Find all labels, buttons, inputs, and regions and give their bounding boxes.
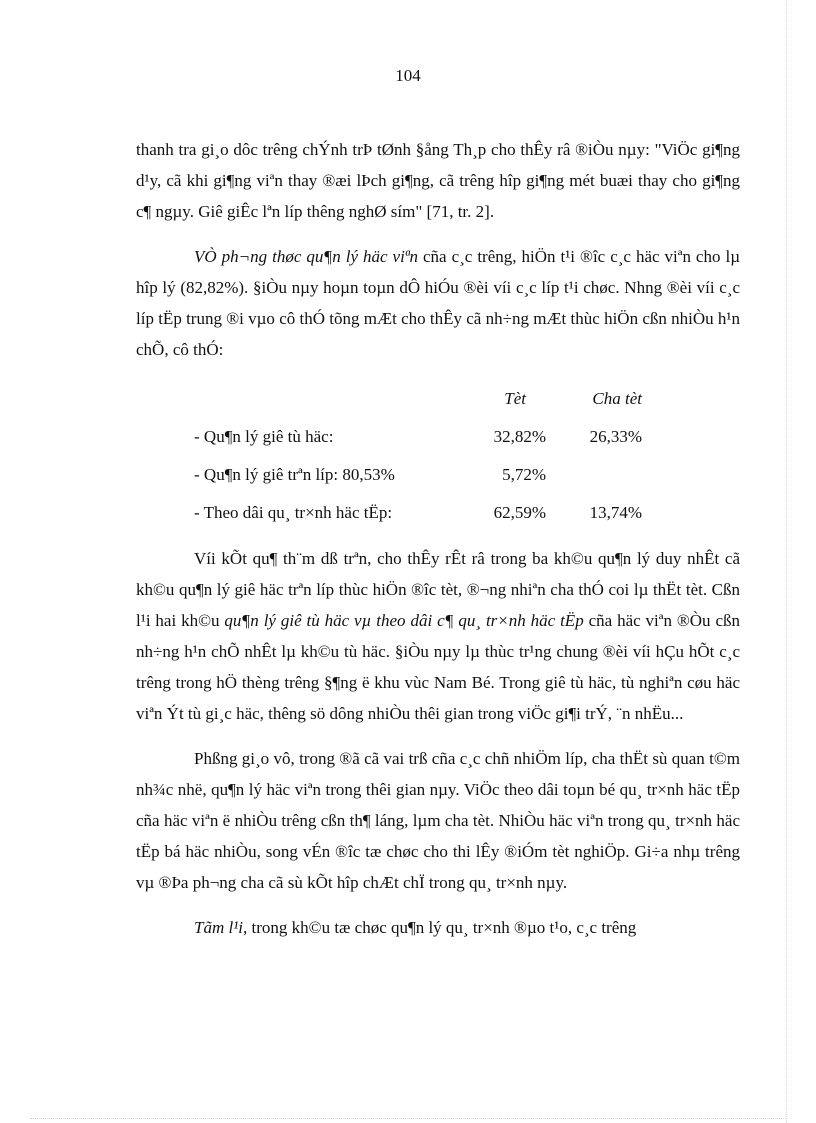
stats-table bbox=[136, 379, 740, 531]
paragraph-5 bbox=[136, 912, 740, 943]
stats-good: 62,59% bbox=[493, 502, 546, 522]
stats-good: 32,82% bbox=[493, 426, 546, 446]
stats-row bbox=[136, 417, 740, 455]
page-bottom-guide bbox=[30, 1118, 786, 1119]
page-margin-guide bbox=[786, 0, 787, 1123]
paragraph-1: thanh tra gi¸o dôc trêng chÝnh trÞ tØnh §ång Th¸p cho thÊy râ ®iÒu nµy: "ViÖc gi¶ng d¹y, cã khi gi¶ng viªn thay ®æi lÞch gi¶ng, cã trêng hîp gi¶ng mét buæi thay cho gi¶ng c¶ ngµy. Giê giÊc lªn líp thêng nghØ sím" [71, tr. 2]. bbox=[136, 140, 740, 221]
stats-header-good: Tèt bbox=[504, 388, 526, 408]
stats-good: 5,72% bbox=[502, 464, 546, 484]
paragraph-3-part1: Víi kÕt qu¶ th¨m dß trªn, cho thÊy rÊt râ trong ba kh©u qu¶n lý duy nhÊt cã kh©u qu¶n lý giê häc trªn líp thùc hiÖn ®îc tèt, ®¬ng nhiªn cha thÓ coi lµ thËt tèt. Cßn l¹i hai kh©u bbox=[136, 549, 740, 630]
stats-row bbox=[136, 493, 740, 531]
stats-not-good: 26,33% bbox=[589, 426, 642, 446]
body-text bbox=[136, 134, 740, 957]
paragraph-5-text: trong kh©u tæ chøc qu¶n lý qu¸ tr×nh ®µo t¹o, c¸c trêng bbox=[247, 918, 637, 937]
stats-header-not-good: Cha tèt bbox=[592, 388, 642, 408]
paragraph-2 bbox=[136, 241, 740, 365]
stats-label: - Qu¶n lý giê tù häc: bbox=[194, 426, 334, 446]
paragraph-3 bbox=[136, 543, 740, 729]
page-number: 104 bbox=[395, 66, 421, 85]
stats-label: - Qu¶n lý giê trªn líp: 80,53% bbox=[194, 464, 395, 484]
stats-label: - Theo dâi qu¸ tr×nh häc tËp: bbox=[194, 502, 393, 522]
paragraph-2-text: cña c¸c trêng, hiÖn t¹i ®îc c¸c häc viªn cho lµ hîp lý (82,82%). §iÒu nµy hoµn toµn dÔ hiÓu ®èi víi c¸c líp t¹i chøc. Nhng ®èi víi c¸c líp tËp trung ®i vµo cô thÓ tõng mÆt cho thÊy cã nh÷ng mÆt thùc hiÖn cßn nhiÒu h¹n chÕ, cô thÓ: bbox=[136, 247, 740, 359]
stats-header-row bbox=[136, 379, 740, 417]
stats-row bbox=[136, 455, 740, 493]
paragraph-3-italic: qu¶n lý giê tù häc vµ theo dâi c¶ qu¸ tr×nh häc tËp bbox=[224, 611, 584, 630]
paragraph-4: Phßng gi¸o vô, trong ®ã cã vai trß cña c¸c chñ nhiÖm líp, cha thËt sù quan t©m nh¾c nhë, qu¶n lý häc viªn trong thêi gian nµy. ViÖc theo dâi toµn bé qu¸ tr×nh häc tËp cña häc viªn ë nhiÒu trêng cßn th¶ láng, lµm cha tèt. NhiÒu häc viªn trong qu¸ tr×nh häc tËp bá häc nhiÒu, song vÉn ®îc tæ chøc cho thi lÊy ®iÓm tèt nghiÖp. Gi÷a nhµ trêng vµ ®Þa ph¬ng cha cã sù kÕt hîp chÆt chÏ trong qu¸ tr×nh nµy. bbox=[136, 749, 740, 892]
paragraph-3-part2: cña häc viªn ®Òu cßn nh÷ng h¹n chÕ nhÊt lµ kh©u tù häc. §iÒu nµy lµ thùc tr¹ng chung ®èi víi hÇu hÕt c¸c trêng trong hÖ thèng trêng §¶ng ë khu vùc Nam Bé. Trong giê tù häc, tù nghiªn cøu häc viªn Ýt tù gi¸c häc, thêng sö dông nhiÒu thêi gian trong viÖc gi¶i trÝ, ¨n nhËu... bbox=[136, 611, 740, 723]
paragraph-5-lead: Tãm l¹i, bbox=[194, 918, 248, 937]
paragraph-2-lead: VÒ ph¬ng thøc qu¶n lý häc viªn bbox=[194, 247, 419, 266]
stats-not-good: 13,74% bbox=[589, 502, 642, 522]
